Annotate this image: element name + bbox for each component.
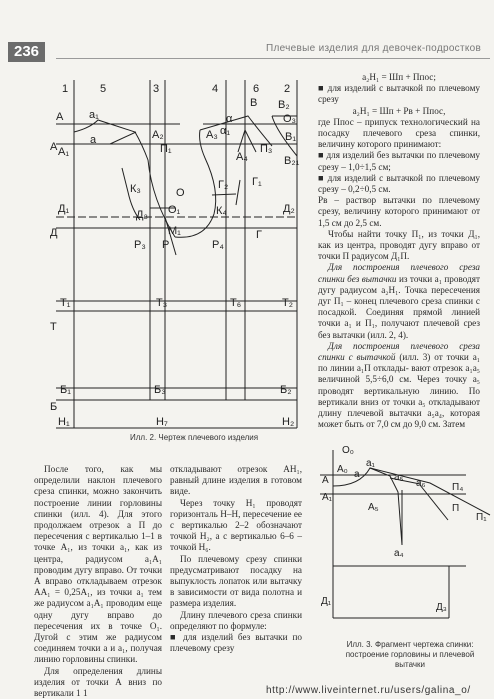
para-5-italic: Для построения плечевого среза спинки с вытачкой [318,340,480,363]
f3-P4: П₄ [452,482,464,493]
bullet-3: ■ для изделий с вытачкой по плечевому срезу – 0,2÷0,5 см. [318,172,480,195]
label-D: Д [50,227,58,239]
label-A4: А₄ [236,151,248,163]
label-B1: В₁ [285,131,297,143]
label-B2: В₂ [278,99,290,111]
bullet-1: ■ для изделий с вытачкой по плечевому срезу [318,83,480,105]
label-H2: Н₂ [282,416,295,428]
label-H1: Н₁ [58,416,70,428]
figure2-caption: Илл. 2. Чертеж плечевого изделия [130,433,259,442]
label-D3: Д₃ [136,209,148,221]
col-label-5: 5 [100,83,107,95]
label-H7: Н₇ [156,416,168,428]
f3-a: а [354,469,360,480]
formula-1: а₂Н₁ = Шп + Ппос; [362,72,436,82]
f3-A1: А₁ [322,492,333,503]
bullet-2: ■ для изделий без вытачки по плечевому срезу – 1,0÷1,5 см; [318,150,480,172]
bm-para-1: откладывают отрезок АН₁, равный длине изделия в готовом виде. [170,464,302,497]
label-M: М₁ [168,225,181,237]
para-2: Рв – раствор вытачки по плечевому срезу, величину которого принимают от 1,5 см до 2,5 см. [318,195,480,228]
label-alpha: α [226,113,233,125]
label-A-top: А [56,111,64,123]
label-A3: А₃ [206,129,218,141]
label-A1: А₁ [58,146,70,158]
label-B21: В₂₁ [284,155,300,167]
col-label-6: 6 [253,83,260,95]
figure3-caption [330,640,490,670]
label-T: Т [50,321,57,333]
para-4-italic: Для построения плечевого среза спинки без вытачки [318,262,480,284]
f3-P1: П₁ [476,512,487,523]
f3-O0: О₀ [342,445,354,456]
para-1: где Ппос – припуск технологический на посадку плечевого среза спинки, величину которого принимают: [318,116,480,150]
footer-url: http://www.liveinternet.ru/users/galina_o/ [266,685,471,696]
label-B2b: Б₂ [280,384,292,396]
para-4: из точки а₁ проводят дугу радиусом а₂Н₁. Точка пересечения дуг П₁ – конец плечевого среза спинки с посадкой. Соединяя прямой линией точки а₁ и П₁, получают плечевой срез без вытачки (илл. 2, 4). [318,273,480,340]
f3-a5: а₅ [394,472,404,483]
label-B3: Б₃ [154,384,166,396]
f3-a4: а₄ [394,548,404,559]
label-K4: К₄ [216,205,227,217]
label-R: Р [162,239,170,251]
label-P3: П₃ [260,143,273,155]
f3-A: А [322,475,329,486]
label-O1: О₁ [168,204,181,216]
label-A2: А₂ [152,129,164,141]
label-T1: Т₁ [60,297,71,309]
f3-D3: Д₃ [436,602,447,613]
bm-para-4: Длину плечевого среза спинки определяют по формуле: [170,609,302,631]
label-a1: а₁ [89,109,99,121]
label-T3: Т₃ [156,297,168,309]
f3-a1: а₁ [366,458,375,469]
col-label-2: 2 [284,83,291,95]
label-R3: Р₃ [134,239,146,251]
col-label-1: 1 [62,83,69,95]
f3-P: П [452,503,460,514]
f3-A0: А₀ [337,464,348,475]
label-B: В [250,97,258,109]
col-label-4: 4 [212,83,219,95]
bm-para-3: По плечевому срезу спинки предусматривают посадку на выпуклость лопаток или вытачку в зависимости от вида полотна и размера изделия. [170,553,302,609]
bottom-middle-text [170,464,302,654]
label-A-left: А [50,141,58,153]
label-K3: К₃ [130,183,141,195]
label-alpha1: α₁ [220,125,231,137]
label-O3: О₃ [283,113,297,125]
f3-A5: А₅ [368,502,379,513]
figure3-caption-1: Илл. 3. Фрагмент чертежа спинки: [346,640,474,649]
label-G1: Г₁ [252,176,262,188]
label-R4: Р₄ [212,239,224,251]
label-B: Б [50,401,58,413]
label-T6: Т₆ [230,297,242,309]
bottom-left-text [34,464,162,699]
f3-D1: Д₁ [321,596,332,607]
bl-para-2: Для определения длины изделия от точки А вниз по вертикали 1 1 [34,665,162,699]
bm-para-2: Через точку Н₁ проводят горизонталь Н–Н, пересечение ее с вертикалью 2–2 обозначают точкой Н₂, а с вертикалью 6–6 – точкой Н₆. [170,497,302,553]
para-5: (илл. 3) от точки а₁ по линии а₁П отклады- вают отрезок а₁а₅ величиной 5,5÷6,0 см. Через точку а₅ проводят вертикальную линию. По вертикали вниз от точки а₅ откладывают длину плечевой вытачки а₅а₄, которая может быть от 7,0 см до 9,0 см. Затем [318,352,480,430]
label-D2: Д₂ [283,203,295,215]
formula-2: а₂Н₁ = Шп + Рв + Ппос, [352,105,446,116]
right-column-text [318,72,480,431]
label-O: О [176,187,185,199]
label-G: Г [256,229,262,241]
f3-a6: а₆ [416,478,426,489]
figure3-caption-2: построение горловины и плечевой вытачки [345,650,475,669]
bm-para-5: ■ для изделий без вытачки по плечевому срезу [170,632,302,654]
para-3: Чтобы найти точку П₁, из точки Д₁, как из центра, проводят дугу вправо от точки П радиусом Д₁П. [318,228,480,262]
label-G2: Г₂ [218,179,229,191]
label-B1b: Б₁ [60,384,71,396]
label-T2: Т₂ [282,297,293,309]
label-a: а [90,134,97,146]
label-D1: Д₁ [58,203,70,215]
page-number: 236 [8,42,45,62]
col-label-3: 3 [153,83,160,95]
running-head: Плечевые изделия для девочек-подростков [266,43,482,54]
label-P1: П₁ [160,143,172,155]
bl-para-1: После того, как мы определили наклон плечевого среза спинки, можно закончить построение линии горловины спинки (илл. 4). Для этого продолжаем отрезок а П до пересечения с вертикалью 1–1 в точке А₁, из точки а₁, как из центра, радиусом а₁А₁ проводим дугу вправо. От точки А вправо откладываем отрезок АА₁ = 0,25А₁, из точки а₁ тем же радиусом а₁А₁ проводим еще одну дугу вправо до пересечения их в точке О₁. Дугой с этим же радиусом соединяем точки а и а₁, получая линию горловины спинки. [34,464,162,665]
